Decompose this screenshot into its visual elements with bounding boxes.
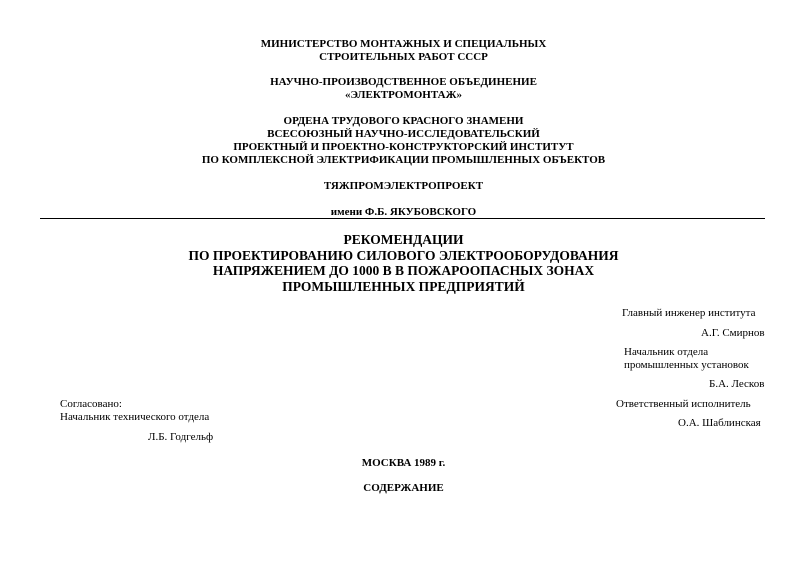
agreed-label: Согласовано: [60, 398, 122, 410]
title-line-4: ПРОМЫШЛЕННЫХ ПРЕДПРИЯТИЙ [282, 278, 525, 294]
executor-role: Ответственный исполнитель [616, 398, 751, 410]
ministry-line-1: МИНИСТЕРСТВО МОНТАЖНЫХ И СПЕЦИАЛЬНЫХ [260, 38, 547, 50]
institute-line-1: ОРДЕНА ТРУДОВОГО КРАСНОГО ЗНАМЕНИ [283, 115, 524, 127]
org-name: ТЯЖПРОМЭЛЕКТРОПРОЕКТ [323, 180, 484, 192]
chief-engineer-role: Главный инженер института [622, 307, 756, 319]
institute-heading [0, 115, 807, 167]
title-line-2: ПО ПРОЕКТИРОВАНИЮ СИЛОВОГО ЭЛЕКТРООБОРУДОВАНИЯ [188, 247, 619, 263]
document-title [0, 232, 807, 294]
city-year: МОСКВА 1989 г. [361, 457, 446, 469]
dept-head-role: Начальник отдела промышленных установок [624, 346, 749, 371]
institute-line-2: ВСЕСОЮЗНЫЙ НАУЧНО-ИССЛЕДОВАТЕЛЬСКИЙ [267, 128, 540, 140]
institute-line-4: ПО КОМПЛЕКСНОЙ ЭЛЕКТРИФИКАЦИИ ПРОМЫШЛЕННЫХ ОБЪЕКТОВ [201, 154, 606, 166]
agreed-role: Начальник технического отдела [60, 411, 210, 423]
ministry-line-2: СТРОИТЕЛЬНЫХ РАБОТ СССР [319, 51, 488, 63]
association-line-1: НАУЧНО-ПРОИЗВОДСТВЕННОЕ ОБЪЕДИНЕНИЕ [270, 76, 537, 88]
association-line-2: «ЭЛЕКТРОМОНТАЖ» [345, 89, 462, 101]
title-line-1: РЕКОМЕНДАЦИИ [343, 232, 464, 247]
header-divider [40, 218, 765, 219]
dept-head-name: Б.А. Лесков [709, 378, 765, 390]
executor-name: О.А. Шаблинская [678, 417, 761, 429]
title-line-3: НАПРЯЖЕНИЕМ ДО 1000 В В ПОЖАРООПАСНЫХ ЗОНАХ [212, 263, 595, 278]
ministry-heading [0, 38, 807, 64]
agreed-name: Л.Б. Годгельф [148, 431, 214, 443]
chief-engineer-name: А.Г. Смирнов [701, 327, 765, 339]
institute-line-3: ПРОЕКТНЫЙ И ПРОЕКТНО-КОНСТРУКТОРСКИЙ ИНСТИТУТ [233, 141, 574, 153]
association-heading [0, 76, 807, 102]
contents-heading: СОДЕРЖАНИЕ [363, 482, 444, 494]
named-after: имени Ф.Б. ЯКУБОВСКОГО [330, 206, 477, 218]
